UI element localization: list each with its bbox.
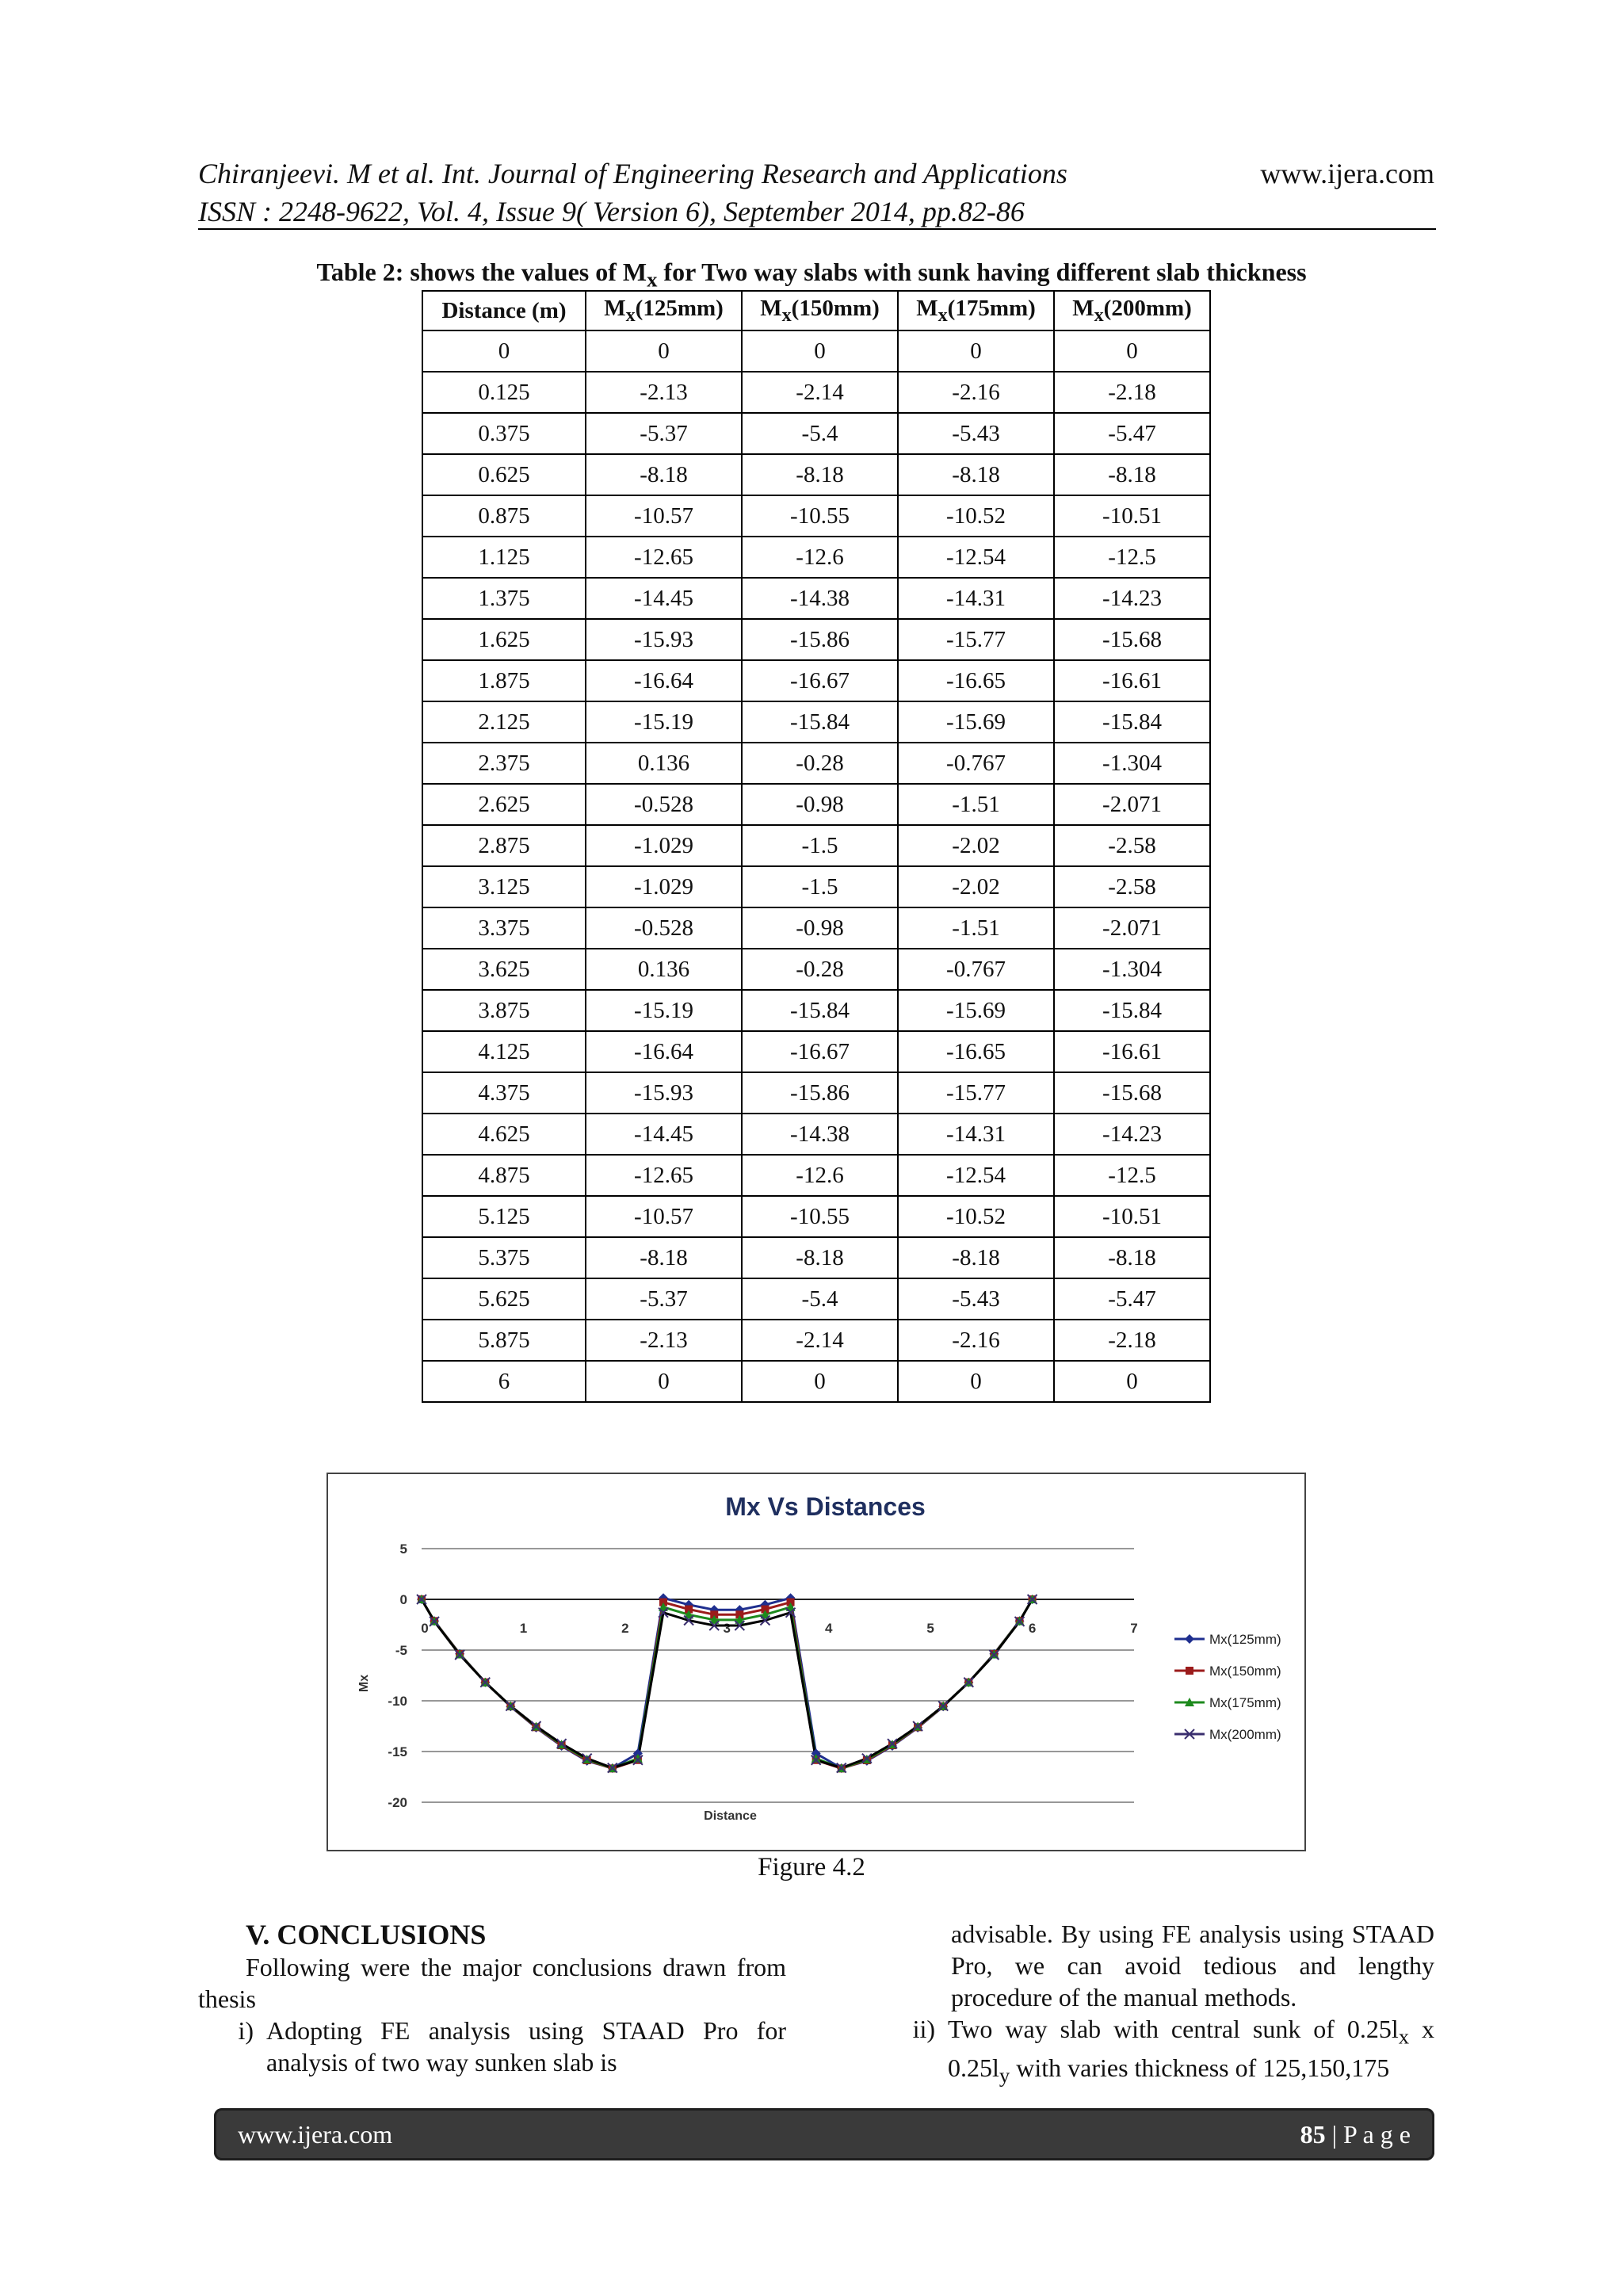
table-row — [422, 1031, 1210, 1072]
mx-cell: -15.84 — [742, 701, 898, 743]
mx-cell: -14.31 — [898, 1114, 1054, 1155]
table-row — [422, 866, 1210, 907]
list-number: i) — [238, 2016, 254, 2045]
distance-cell: 4.125 — [422, 1031, 586, 1072]
y-tick-label: 5 — [399, 1541, 407, 1557]
mx-cell: 0 — [742, 330, 898, 372]
mx-cell: 0.136 — [586, 949, 742, 990]
mx-cell: -15.86 — [742, 1072, 898, 1114]
chart-svg — [328, 1474, 1304, 1850]
mx-cell: -12.54 — [898, 537, 1054, 578]
figure-caption: Figure 4.2 — [758, 1853, 865, 1881]
table-row — [422, 1237, 1210, 1278]
mx-cell: -10.55 — [742, 495, 898, 537]
distance-cell: 2.375 — [422, 743, 586, 784]
mx-cell: -12.6 — [742, 537, 898, 578]
x-axis-label: Distance — [704, 1809, 757, 1823]
mx-cell: -14.23 — [1054, 578, 1210, 619]
distance-cell: 3.125 — [422, 866, 586, 907]
table-row — [422, 619, 1210, 660]
mx-cell: -5.4 — [742, 1278, 898, 1320]
x-tick-label: 5 — [926, 1621, 934, 1636]
mx-cell: -1.5 — [742, 825, 898, 866]
mx-cell: -5.47 — [1054, 1278, 1210, 1320]
col-header-200: $M_x(200mm)$ — [1054, 291, 1210, 330]
table-row — [422, 330, 1210, 372]
y-tick-label: -20 — [388, 1795, 407, 1810]
distance-cell: 0.375 — [422, 413, 586, 454]
mx-cell: -1.029 — [586, 866, 742, 907]
mx-cell: -15.84 — [742, 990, 898, 1031]
mx-cell: -2.14 — [742, 372, 898, 413]
header-rule — [198, 228, 1436, 230]
mx-cell: -15.69 — [898, 701, 1054, 743]
table-row — [422, 578, 1210, 619]
table-row — [422, 990, 1210, 1031]
distance-cell: 4.625 — [422, 1114, 586, 1155]
distance-cell: 1.875 — [422, 660, 586, 701]
distance-cell: 0.875 — [422, 495, 586, 537]
mx-cell: -0.28 — [742, 949, 898, 990]
running-header — [198, 155, 1434, 231]
table-row — [422, 743, 1210, 784]
x-tick-label: 3 — [723, 1621, 731, 1636]
table-row — [422, 1114, 1210, 1155]
mx-cell: -8.18 — [586, 1237, 742, 1278]
mx-cell: -2.58 — [1054, 866, 1210, 907]
mx-cell: -10.52 — [898, 1196, 1054, 1237]
list-text: Adopting FE analysis using STAAD Pro for analysis of two way sunken slab is — [266, 2016, 786, 2076]
mx-cell: -8.18 — [1054, 454, 1210, 495]
mx-cell: -16.64 — [586, 660, 742, 701]
mx-cell: 0 — [586, 1361, 742, 1402]
table-row — [422, 413, 1210, 454]
mx-cell: -16.65 — [898, 660, 1054, 701]
mx-cell: -0.528 — [586, 907, 742, 949]
distance-cell: 3.625 — [422, 949, 586, 990]
conclusions-left-column — [198, 1918, 786, 2078]
page-footer — [214, 2108, 1434, 2160]
x-tick-label: 1 — [519, 1621, 528, 1636]
mx-cell: -14.45 — [586, 1114, 742, 1155]
distance-cell: 4.875 — [422, 1155, 586, 1196]
mx-cell: -15.68 — [1054, 1072, 1210, 1114]
mx-cell: -15.68 — [1054, 619, 1210, 660]
mx-cell: -0.767 — [898, 743, 1054, 784]
mx-cell: -2.14 — [742, 1320, 898, 1361]
mx-cell: -5.4 — [742, 413, 898, 454]
x-tick-label: 6 — [1028, 1621, 1037, 1636]
mx-cell: -14.23 — [1054, 1114, 1210, 1155]
mx-cell: -15.19 — [586, 701, 742, 743]
table-row — [422, 1320, 1210, 1361]
list-item — [198, 2015, 786, 2078]
header-site-link[interactable]: www.ijera.com — [1260, 158, 1434, 189]
distance-cell: 3.875 — [422, 990, 586, 1031]
mx-cell: -2.02 — [898, 866, 1054, 907]
mx-cell: -2.02 — [898, 825, 1054, 866]
mx-cell: -10.51 — [1054, 495, 1210, 537]
mx-cell: -1.304 — [1054, 949, 1210, 990]
mx-cell: -12.65 — [586, 1155, 742, 1196]
mx-cell: -14.38 — [742, 578, 898, 619]
list-text: Two way slab with central sunk of $0.25l_x$ x $0.25l_y$ with varies thickness of 125,150,175 — [948, 2015, 1435, 2088]
mx-cell: -10.52 — [898, 495, 1054, 537]
distance-cell: 0 — [422, 330, 586, 372]
mx-cell: -1.51 — [898, 784, 1054, 825]
mx-cell: -15.19 — [586, 990, 742, 1031]
distance-cell: 2.875 — [422, 825, 586, 866]
mx-cell: -8.18 — [742, 1237, 898, 1278]
series-line — [422, 1599, 1033, 1768]
mx-cell: -2.18 — [1054, 1320, 1210, 1361]
distance-cell: 4.375 — [422, 1072, 586, 1114]
mx-cell: -5.47 — [1054, 413, 1210, 454]
legend-marker — [1185, 1634, 1194, 1644]
conclusions-intro: Following were the major conclusions drawn from thesis — [198, 1953, 786, 2013]
distance-cell: 5.625 — [422, 1278, 586, 1320]
mx-cell: -8.18 — [898, 454, 1054, 495]
mx-cell: -2.13 — [586, 372, 742, 413]
legend-marker — [1186, 1667, 1193, 1675]
list-item — [880, 2013, 1434, 2092]
mx-cell: -0.767 — [898, 949, 1054, 990]
mx-cell: -15.69 — [898, 990, 1054, 1031]
footer-site-link[interactable]: www.ijera.com — [238, 2119, 393, 2149]
mx-cell: 0 — [586, 330, 742, 372]
mx-cell: -0.98 — [742, 784, 898, 825]
mx-cell: -0.528 — [586, 784, 742, 825]
distance-cell: 1.125 — [422, 537, 586, 578]
y-tick-label: 0 — [399, 1592, 407, 1607]
mx-cell: -8.18 — [898, 1237, 1054, 1278]
x-tick-label: 7 — [1130, 1621, 1138, 1636]
mx-cell: -12.5 — [1054, 537, 1210, 578]
x-tick-label: 2 — [621, 1621, 629, 1636]
mx-cell: -2.16 — [898, 1320, 1054, 1361]
mx-cell: -15.84 — [1054, 701, 1210, 743]
distance-cell: 0.125 — [422, 372, 586, 413]
distance-cell: 0.625 — [422, 454, 586, 495]
page-number: 85 | P a g e — [1300, 2119, 1411, 2149]
y-axis-label: Mx — [357, 1674, 371, 1693]
mx-cell: 0 — [1054, 330, 1210, 372]
col-header-175: $M_x(175mm)$ — [898, 291, 1054, 330]
mx-cell: -12.65 — [586, 537, 742, 578]
mx-cell: -10.55 — [742, 1196, 898, 1237]
mx-cell: -1.029 — [586, 825, 742, 866]
journal-citation: Chiranjeevi. M et al. Int. Journal of Engineering Research and Applications — [198, 158, 1067, 189]
mx-cell: -2.58 — [1054, 825, 1210, 866]
list-item-continuation: advisable. By using FE analysis using STAAD Pro, we can avoid tedious and lengthy procedure of the manual methods. — [951, 1920, 1434, 2011]
mx-cell: 0 — [1054, 1361, 1210, 1402]
table-row — [422, 454, 1210, 495]
table-row — [422, 1361, 1210, 1402]
col-header-distance: Distance (m) — [422, 291, 586, 330]
mx-values-table — [422, 290, 1211, 1403]
distance-cell: 1.625 — [422, 619, 586, 660]
mx-cell: -8.18 — [1054, 1237, 1210, 1278]
mx-cell: -5.37 — [586, 413, 742, 454]
distance-cell: 5.375 — [422, 1237, 586, 1278]
col-header-150: $M_x(150mm)$ — [742, 291, 898, 330]
mx-cell: -2.18 — [1054, 372, 1210, 413]
mx-cell: -15.77 — [898, 619, 1054, 660]
distance-cell: 3.375 — [422, 907, 586, 949]
distance-cell: 6 — [422, 1361, 586, 1402]
mx-cell: -14.38 — [742, 1114, 898, 1155]
mx-cell: -5.43 — [898, 413, 1054, 454]
mx-cell: -16.61 — [1054, 660, 1210, 701]
chart-title: Mx Vs Distances — [725, 1492, 926, 1521]
table-row — [422, 660, 1210, 701]
table-row — [422, 701, 1210, 743]
table-row — [422, 907, 1210, 949]
mx-chart — [327, 1473, 1306, 1851]
mx-cell: -1.5 — [742, 866, 898, 907]
mx-cell: -5.37 — [586, 1278, 742, 1320]
mx-cell: -8.18 — [586, 454, 742, 495]
mx-cell: -15.93 — [586, 1072, 742, 1114]
table-caption: Table 2: shows the values of $M_x$ for Two way slabs with sunk having different slab thickness — [316, 258, 1307, 292]
mx-cell: -16.67 — [742, 1031, 898, 1072]
mx-cell: -16.64 — [586, 1031, 742, 1072]
x-tick-label: 4 — [824, 1621, 833, 1636]
mx-cell: -10.51 — [1054, 1196, 1210, 1237]
mx-cell: -2.16 — [898, 372, 1054, 413]
conclusions-right-column — [880, 1918, 1434, 2092]
mx-cell: -1.304 — [1054, 743, 1210, 784]
mx-cell: -2.13 — [586, 1320, 742, 1361]
legend-label: Mx(125mm) — [1209, 1632, 1281, 1647]
legend-label: Mx(200mm) — [1209, 1727, 1281, 1742]
y-tick-label: -10 — [388, 1694, 407, 1709]
mx-cell: -5.43 — [898, 1278, 1054, 1320]
table-row — [422, 1196, 1210, 1237]
mx-cell: -2.071 — [1054, 907, 1210, 949]
legend-label: Mx(150mm) — [1209, 1664, 1281, 1679]
mx-cell: -16.67 — [742, 660, 898, 701]
table-row — [422, 1278, 1210, 1320]
mx-cell: -8.18 — [742, 454, 898, 495]
mx-cell: -14.31 — [898, 578, 1054, 619]
mx-cell: -0.98 — [742, 907, 898, 949]
y-tick-label: -15 — [388, 1744, 407, 1759]
table-row — [422, 372, 1210, 413]
table-row — [422, 784, 1210, 825]
table-row — [422, 825, 1210, 866]
legend-label: Mx(175mm) — [1209, 1695, 1281, 1710]
mx-cell: -12.54 — [898, 1155, 1054, 1196]
mx-cell: 0 — [742, 1361, 898, 1402]
table-header-row — [422, 291, 1210, 330]
distance-cell: 5.125 — [422, 1196, 586, 1237]
col-header-125: $M_x(125mm)$ — [586, 291, 742, 330]
table-row — [422, 1072, 1210, 1114]
x-tick-label: 0 — [421, 1621, 429, 1636]
table-row — [422, 537, 1210, 578]
distance-cell: 1.375 — [422, 578, 586, 619]
mx-cell: -15.86 — [742, 619, 898, 660]
mx-cell: -14.45 — [586, 578, 742, 619]
mx-cell: 0 — [898, 330, 1054, 372]
mx-cell: -16.65 — [898, 1031, 1054, 1072]
table-row — [422, 949, 1210, 990]
mx-cell: -2.071 — [1054, 784, 1210, 825]
mx-cell: -0.28 — [742, 743, 898, 784]
mx-cell: 0.136 — [586, 743, 742, 784]
list-number: ii) — [912, 2015, 935, 2043]
mx-cell: -15.77 — [898, 1072, 1054, 1114]
y-tick-label: -5 — [395, 1643, 407, 1658]
mx-cell: -1.51 — [898, 907, 1054, 949]
mx-cell: -10.57 — [586, 1196, 742, 1237]
mx-cell: -15.93 — [586, 619, 742, 660]
table-row — [422, 1155, 1210, 1196]
section-title: V. CONCLUSIONS — [246, 1919, 487, 1950]
issn-line: ISSN : 2248-9622, Vol. 4, Issue 9( Version 6), September 2014, pp.82-86 — [198, 196, 1025, 227]
distance-cell: 2.625 — [422, 784, 586, 825]
distance-cell: 2.125 — [422, 701, 586, 743]
mx-cell: -12.5 — [1054, 1155, 1210, 1196]
distance-cell: 5.875 — [422, 1320, 586, 1361]
mx-cell: -15.84 — [1054, 990, 1210, 1031]
mx-cell: 0 — [898, 1361, 1054, 1402]
mx-cell: -12.6 — [742, 1155, 898, 1196]
table-row — [422, 495, 1210, 537]
mx-cell: -16.61 — [1054, 1031, 1210, 1072]
mx-cell: -10.57 — [586, 495, 742, 537]
